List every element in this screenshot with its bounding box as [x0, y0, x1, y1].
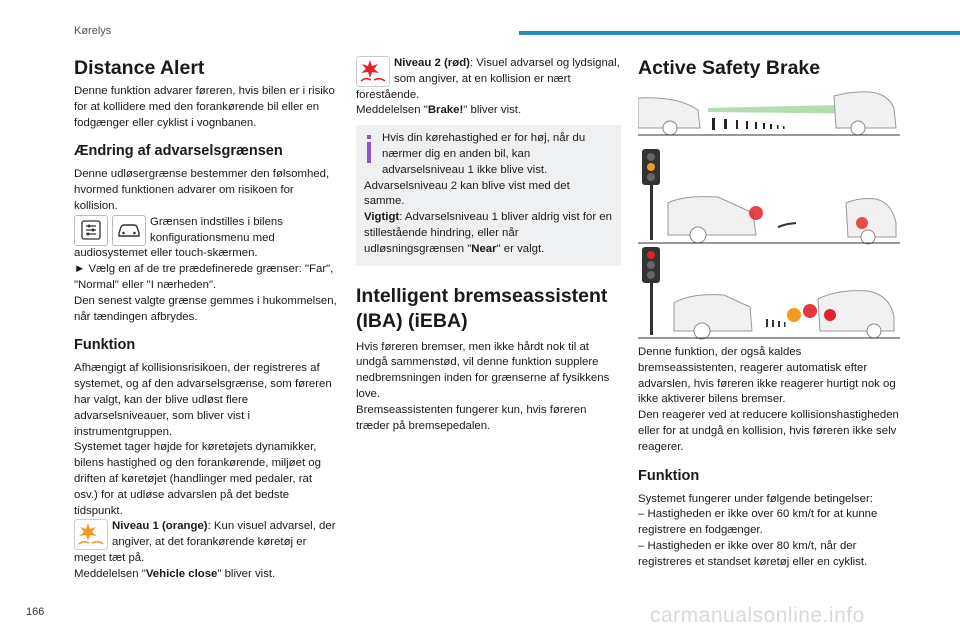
asb-condition-1: – Hastigheden er ikke over 60 km/t for at kunne registrere en fodgænger. [638, 508, 878, 537]
settings-icons-paragraph [74, 215, 339, 262]
distance-alert-title: Distance Alert [74, 57, 205, 79]
level1-text: : Kun visuel advarsel, der angiver, at det forankørende køretøj er meget tæt på. [74, 520, 336, 564]
change-threshold-text: Denne udløsergrænse bestemmer den følsomhed, hvormed funktionen advarer om risikoen for kollision. [74, 168, 330, 212]
note-text-2: Advarselsniveau 2 kan blive vist med det samme. [364, 179, 570, 208]
asb-desc-2: Den reagerer ved at reducere kollisionshastigheden eller for at undgå en kollision, hvis føreren ikke selv reagerer. [638, 409, 899, 453]
level2-label: Niveau 2 (rød) [394, 57, 470, 69]
function-heading: Funktion [74, 337, 136, 354]
iba-text-2: Bremseassistenten fungerer kun, hvis føreren træder på bremsepedalen. [356, 403, 587, 432]
settings-app-icon [74, 215, 108, 246]
level2-paragraph [356, 56, 621, 103]
asb-title: Active Safety Brake [638, 57, 821, 79]
page-number: 166 [26, 606, 45, 618]
level1-label: Niveau 1 (orange) [112, 520, 208, 533]
note-text-1: Hvis din kørehastighed er for høj, når du nærmer dig en anden bil, kan advarselsniveau 1 ikke blive vist. [382, 132, 586, 176]
choose-threshold-text: ► Vælg en af de tre prædefinerede grænser: "Far", "Normal" eller "I nærheden". [74, 263, 334, 291]
watermark: carmanualsonline.info [650, 604, 865, 627]
level1-paragraph [74, 519, 339, 566]
header-accent-bar [519, 31, 960, 35]
figure-red-warning [638, 245, 900, 340]
header-title: Kørelys [74, 25, 112, 37]
function-text-2: Systemet tager højde for køretøjets dynamikker, bilens hastighed og den forankørende, miljøet og driften af køretøjet (handlinger med pedaler, rat osv.) for at udløse advarslen på det bedste tidspunkt. [74, 441, 321, 517]
red-warning-icon [356, 56, 390, 87]
info-note [356, 125, 621, 265]
column-active-safety-brake [638, 56, 900, 84]
column-distance-alert [74, 56, 339, 583]
car-settings-icon [112, 215, 146, 246]
settings-icons-text: Grænsen indstilles i bilens konfigurationsmenu med audiosystemet eller touch-skærmen. [74, 215, 283, 260]
asb-condition-2: – Hastigheden er ikke over 80 km/t, når der registreres et standset køretøj eller en cyklist. [638, 539, 868, 568]
function-text: Afhængigt af kollisionsrisikoen, der registreres af systemet, og af den advarselsgrænse, som føreren har valgt, kan der blive udløst flere advarselsniveauer, som bliver vist i instrumentgruppen. [74, 362, 332, 438]
column-levels-iba [356, 56, 621, 434]
iba-title: Intelligent bremseassistent (IBA) (iEBA) [356, 284, 608, 332]
asb-function-heading: Funktion [638, 467, 700, 484]
info-icon [364, 135, 374, 163]
change-threshold-heading: Ændring af advarselsgrænsen [74, 143, 283, 160]
distance-alert-intro: Denne funktion advarer føreren, hvis bilen er i risiko for at kollidere med den forankørende bil eller en fodgænger eller cyklist i vognbanen. [74, 85, 335, 129]
level1-message: Meddelelsen "Vehicle close" bliver vist. [74, 567, 276, 580]
memory-text: Den senest valgte grænse gemmes i hukommelsen, når tændingen afbrydes. [74, 294, 337, 323]
asb-desc-1: Denne funktion, der også kaldes bremseassistenten, reagerer automatisk efter advarslen, hvis føreren ikke reagerer hurtigt nok og ikke aktiverer bilens bremser. [638, 346, 896, 406]
asb-func-text: Systemet fungerer under følgende betingelser: [638, 492, 873, 505]
figure-orange-warning [638, 145, 900, 245]
level2-message: Meddelelsen "Brake!" bliver vist. [356, 104, 522, 117]
note-text-3: Vigtigt: Advarselsniveau 1 bliver aldrig vist for en stillestående hindring, eller når udløsningsgrænsen "Near" er valgt. [364, 211, 612, 255]
level2-text: : Visuel advarsel og lydsignal, som angiver, at en kollision er nært forestående. [356, 57, 620, 101]
asb-body [638, 345, 900, 571]
orange-warning-icon [74, 519, 108, 550]
figure-car-speed-lines [638, 88, 900, 136]
iba-text-1: Hvis føreren bremser, men ikke hårdt nok til at undgå sammenstød, vil denne funktion supplere nedbremsningen inden for grænserne af fysikkens love. [356, 340, 610, 400]
